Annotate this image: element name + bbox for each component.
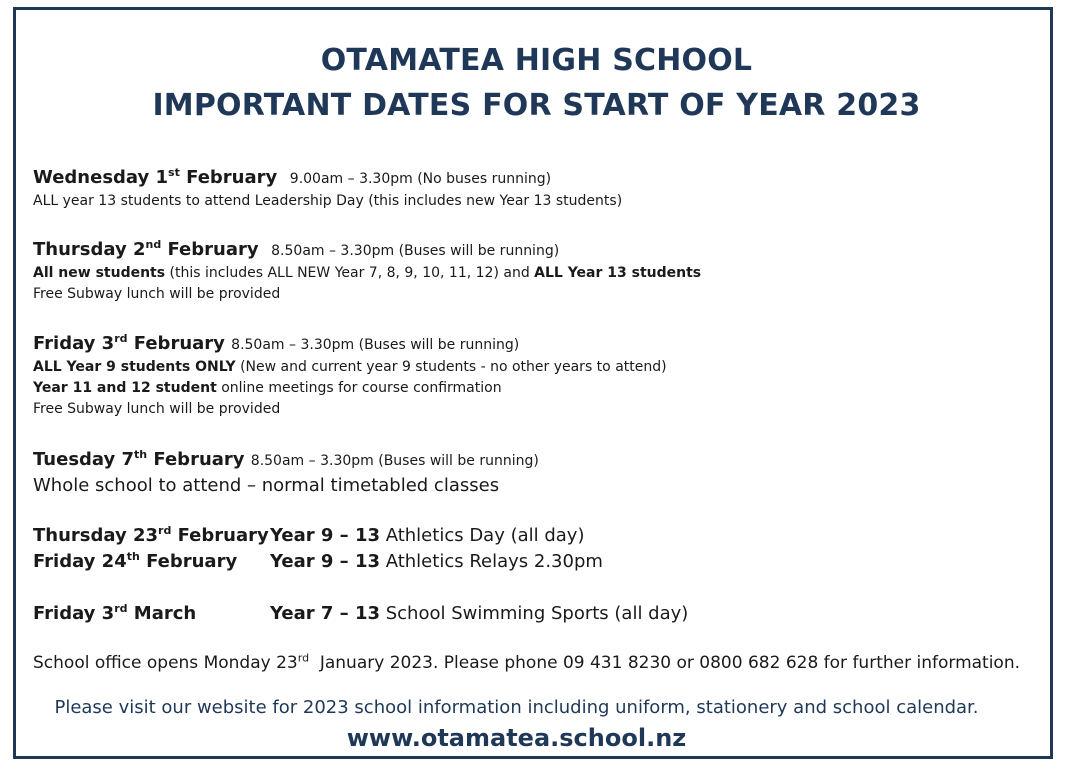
wed-line1: ALL year 13 students to attend Leadership Day (this includes new Year 13 students) (33, 193, 623, 209)
swimming-month: March (127, 603, 197, 624)
fri-rest1: (New and current year 9 students - no other years to attend) (235, 359, 667, 375)
thu-bold-b: ALL Year 13 students (534, 265, 702, 281)
fri-heading (33, 333, 519, 354)
athletics-relays-month: February (139, 551, 238, 572)
athletics-day-date (33, 525, 269, 546)
wed-sup: st (168, 166, 180, 179)
page-title: IMPORTANT DATES FOR START OF YEAR 2023 (152, 88, 921, 123)
fri-line2 (33, 380, 502, 396)
thu-line2: Free Subway lunch will be provided (33, 286, 281, 302)
athletics-relays-date (33, 551, 237, 572)
fri-bold1: ALL Year 9 students ONLY (33, 359, 236, 375)
athletics-relays-info (270, 551, 603, 572)
fri-line1 (33, 359, 667, 375)
swimming-sup: rd (114, 602, 128, 615)
fri-time: 8.50am – 3.30pm (Buses will be running) (231, 337, 520, 353)
swimming-years: Year 7 – 13 (270, 603, 380, 624)
fri-line3: Free Subway lunch will be provided (33, 401, 281, 417)
thu-time: 8.50am – 3.30pm (Buses will be running) (271, 243, 560, 259)
tue-time: 8.50am – 3.30pm (Buses will be running) (250, 453, 539, 469)
athletics-day-desc: Athletics Day (all day) (380, 525, 585, 546)
wed-time: 9.00am – 3.30pm (No buses running) (289, 171, 552, 187)
athletics-day-month: February (171, 525, 269, 546)
athletics-day-info (270, 525, 585, 546)
thu-mid: (this includes ALL NEW Year 7, 8, 9, 10, 11, 12) and (165, 265, 535, 281)
athletics-relays-sup: th (126, 550, 140, 563)
office-info (33, 653, 1020, 673)
tue-sup: th (134, 448, 148, 461)
athletics-day-sup: rd (158, 524, 172, 537)
office-post: January 2023. Please phone 09 431 8230 or 0800 682 628 for further information. (309, 653, 1021, 673)
tue-day: Tuesday 7 (33, 449, 135, 470)
website-url[interactable]: www.otamatea.school.nz (346, 724, 687, 752)
athletics-relays-desc: Athletics Relays 2.30pm (380, 551, 603, 572)
swimming-info (270, 603, 688, 624)
office-pre: School office opens Monday 23 (33, 653, 298, 673)
swimming-day: Friday 3 (33, 603, 115, 624)
wed-day: Wednesday 1 (33, 167, 169, 188)
thu-bold-a: All new students (33, 265, 166, 281)
swimming-desc: School Swimming Sports (all day) (380, 603, 689, 624)
athletics-day-years: Year 9 – 13 (270, 525, 380, 546)
thu-line1 (33, 265, 701, 281)
thu-sup: nd (145, 238, 162, 251)
athletics-relays-years: Year 9 – 13 (270, 551, 380, 572)
fri-bold2: Year 11 and 12 student (33, 380, 217, 396)
thu-month: February (161, 239, 259, 260)
fri-month: February (127, 333, 225, 354)
tue-line1: Whole school to attend – normal timetabled classes (33, 475, 500, 496)
thu-day: Thursday 2 (33, 239, 146, 260)
athletics-day-day: Thursday 23 (33, 525, 159, 546)
fri-sup: rd (114, 332, 128, 345)
website-note: Please visit our website for 2023 school information including uniform, stationery and school calendar. (54, 697, 979, 718)
fri-day: Friday 3 (33, 333, 115, 354)
wed-month: February (179, 167, 278, 188)
thu-heading (33, 239, 559, 260)
tue-heading (33, 449, 539, 470)
school-name: OTAMATEA HIGH SCHOOL (320, 43, 753, 78)
fri-rest2: online meetings for course confirmation (216, 380, 502, 396)
office-sup: rd (297, 651, 310, 665)
swimming-date (33, 603, 196, 624)
athletics-relays-day: Friday 24 (33, 551, 127, 572)
tue-month: February (147, 449, 245, 470)
wed-heading (33, 167, 551, 188)
